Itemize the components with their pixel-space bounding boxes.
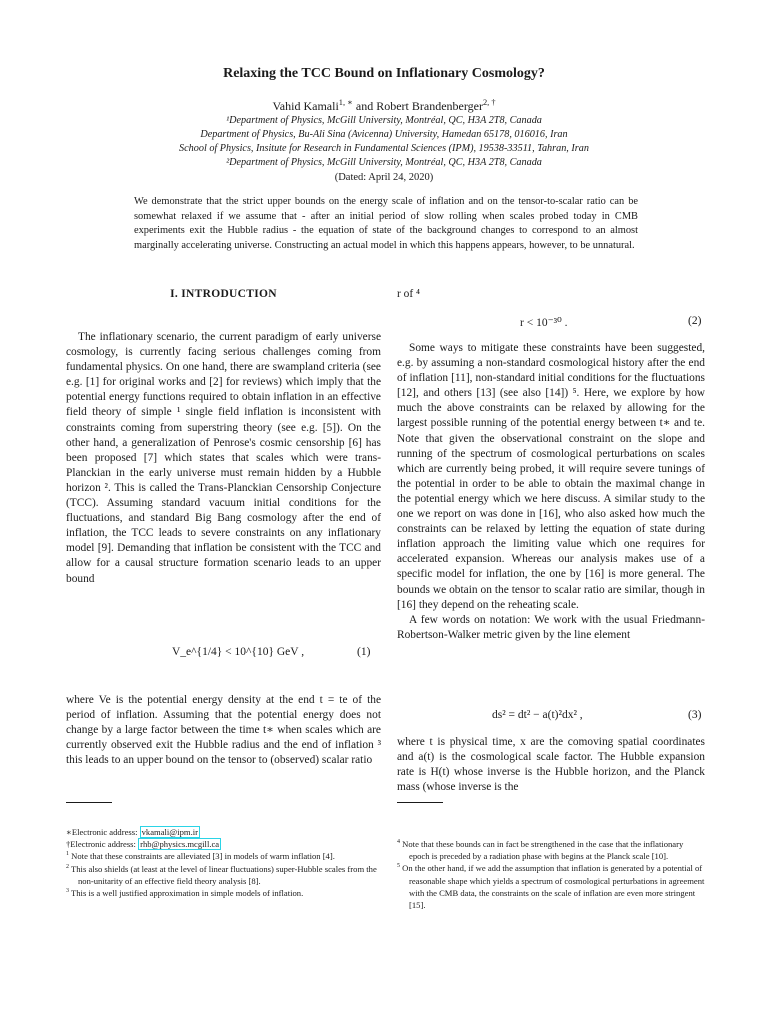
author-line [0, 99, 768, 114]
footnote-3: $^3$ This is a well justified approximation in simple models of inflation. [66, 888, 304, 899]
affiliation-1: ¹Department of Physics, McGill University, Montréal, QC, H3A 2T8, Canada [226, 115, 542, 126]
footnote-2: $^2$ This also shields (at least at the level of linear fluctuations) super-Hubble scales from the non-unitarity of an effective field theory analysis [8]. [66, 863, 377, 886]
equation-3-number: (3) [688, 709, 702, 721]
footnote-4-text: Note that these bounds can in fact be strengthened in the case that the inflationary epoch is preceded by a radiation phase with begins at the Planck scale [10]. [402, 839, 684, 862]
date-line: (Dated: April 24, 2020) [334, 172, 434, 183]
footnotes-right [397, 838, 705, 911]
paper-title: Relaxing the TCC Bound on Inflationary Cosmology? [223, 66, 545, 81]
equation-1-number: (1) [357, 646, 371, 658]
intro-paragraph-4: A few words on notation: We work with the usual Friedmann-Robertson-Walker metric given by the line element [397, 613, 705, 641]
author-name-1: Vahid Kamali [272, 99, 339, 113]
author-1-marks[interactable]: 1, ∗ [338, 98, 353, 107]
footnote-5: $^5$ On the other hand, if we add the assumption that inflation is generated by a potential of reasonable shape which yields a spectrum of cosmological perturbations in agreement with the CMB data, the constraints on the scale of inflation are even more stringent [15]. [397, 863, 705, 911]
affiliation-2: Department of Physics, Bu-Ali Sina (Avicenna) University, Hamedan 65178, 016016, Iran [200, 129, 568, 140]
right-intro: r of ⁴ [397, 288, 420, 300]
intro-paragraph-2: where Ve is the potential energy density at the end t = te of the period of inflation. Assuming that the potential energy does not change by a large factor between the time t∗ when scales which are currently observed exit the Hubble radius and the end of inflation ³ this leads to an upper bound on the tensor to (observed) scalar ratio [66, 694, 381, 767]
email-line-1 [66, 826, 381, 838]
email-link-2[interactable]: rhb@physics.mcgill.ca [140, 839, 220, 850]
equation-1: V_e^{1/4} < 10^{10} GeV , [172, 646, 305, 658]
abstract: We demonstrate that the strict upper bounds on the energy scale of inflation and on the tensor-to-scalar ratio can be somewhat relaxed if we assume that - after an initial period of slow rolling when scales probed today in CMB experiments exit the Hubble radius - the equation of state of the background changes to correspond to an almost marginally accelerating universe. Constructing an actual model in which this happens appears, however, to be unnatural. [134, 196, 638, 251]
intro-paragraph-5: where t is physical time, x are the comoving spatial coordinates and a(t) is the cosmological scale factor. The Hubble expansion rate is H(t) whose inverse is the Hubble horizon, and the Planck mass (whose inverse is the [397, 736, 705, 794]
footnote-rule-left [66, 802, 112, 803]
email-line-2 [66, 838, 381, 850]
left-paragraph-2 [66, 693, 381, 768]
equation-3: ds² = dt² − a(t)²dx² , [492, 709, 583, 721]
footnote-4: $^4$ Note that these bounds can in fact be strengthened in the case that the inflationary epoch is preceded by a radiation phase with begins at the Planck scale [10]. [397, 839, 684, 862]
equation-2-number: (2) [688, 315, 702, 327]
footnotes-left [66, 826, 381, 899]
footnote-rule-right [397, 802, 443, 803]
author-name-2: Robert Brandenberger [376, 99, 483, 113]
section-heading: I. INTRODUCTION [170, 288, 277, 300]
intro-paragraph-3: Some ways to mitigate these constraints have been suggested, e.g. by assuming a non-standard cosmological history after the end of inflation [11], non-standard initial conditions for the fluctuations [12], and others [13] (see also [14]) ⁵. Here, we explore by how much the above constraints can be relaxed by allowing for the largest possible running of the potential energy between t∗ and te. Note that given the observational constraint on the slope and running of the spectrum of cosmological perturbations on scales which are currently being probed, it will require severe tunings of the potential in order to be able to obtain the maximal change in the potential energy which we here discuss. A similar study to the one we report on was done in [16], who also asked how much the constraints can be relaxed by letting the equation of state during inflation approach the limiting value which one requires for accelerated expansion. Whereas our analysis makes use of a specific model for inflation, the one by [16] is more general. The bounds we obtain on the tensor to scalar ratio are similar, though in [16] they depend on the reheating scale. [397, 342, 705, 611]
affiliation-3: School of Physics, Insitute for Research in Fundamental Sciences (IPM), 19538-33511, Tahran, Iran [179, 143, 589, 154]
intro-paragraph-1: The inflationary scenario, the current paradigm of early universe cosmology, is currently facing serious challenges coming from fundamental physics. On one hand, there are swampland criteria (see e.g. [1] for original works and [2] for reviews) which imply that the potential energy functions required to obtain inflation in an effective field theory of simple ¹ single field inflation is inconsistent with constraints coming from superstring theory (see e.g. [5]). On the other hand, a generalization of Penrose's cosmic censorship [6] has been proposed [7] which states that scales which were trans-Planckian in the early universe must remain hidden by a Hubble horizon ². This is called the Trans-Planckian Censorship Conjecture (TCC). Assuming standard vacuum initial conditions for the fluctuations, and standard Big Bang cosmology after the end of inflation, the TCC leads to severe constraints on any inflationary model [9]. Demanding that inflation be consistent with the TCC and allow for a causal structure formation scenario leads to an upper bound [66, 331, 381, 585]
equation-2: r < 10⁻³⁰ . [520, 317, 568, 329]
footnote-1: $^1$ Note that these constraints are alleviated [3] in models of warm inflation [4]. [66, 851, 335, 862]
footnote-1-text: Note that these constraints are alleviated [3] in models of warm inflation [4]. [71, 851, 335, 862]
email-label-2: †Electronic address: [66, 839, 139, 850]
footnote-3-text: This is a well justified approximation in simple models of inflation. [71, 888, 304, 899]
email-label-1: ∗Electronic address: [66, 827, 140, 837]
author-2-marks[interactable]: 2, † [482, 98, 496, 107]
right-paragraph-1 [397, 341, 705, 643]
footnote-5-text: On the other hand, if we add the assumption that inflation is generated by a potential of reasonable shape which yields a spectrum of cosmological perturbations in agreement with the CMB data, the constraints on the scale of inflation are even more stringent [15]. [402, 863, 705, 911]
email-link-1[interactable]: vkamali@ipm.ir [141, 827, 198, 837]
affiliation-4: ²Department of Physics, McGill University, Montréal, QC, H3A 2T8, Canada [226, 157, 542, 168]
author-conjunction: and [352, 99, 377, 113]
left-paragraph-1 [66, 330, 381, 587]
right-paragraph-3 [397, 735, 705, 795]
footnote-2-text: This also shields (at least at the level of linear fluctuations) super-Hubble scales from the non-unitarity of an effective field theory analysis [8]. [71, 863, 377, 886]
